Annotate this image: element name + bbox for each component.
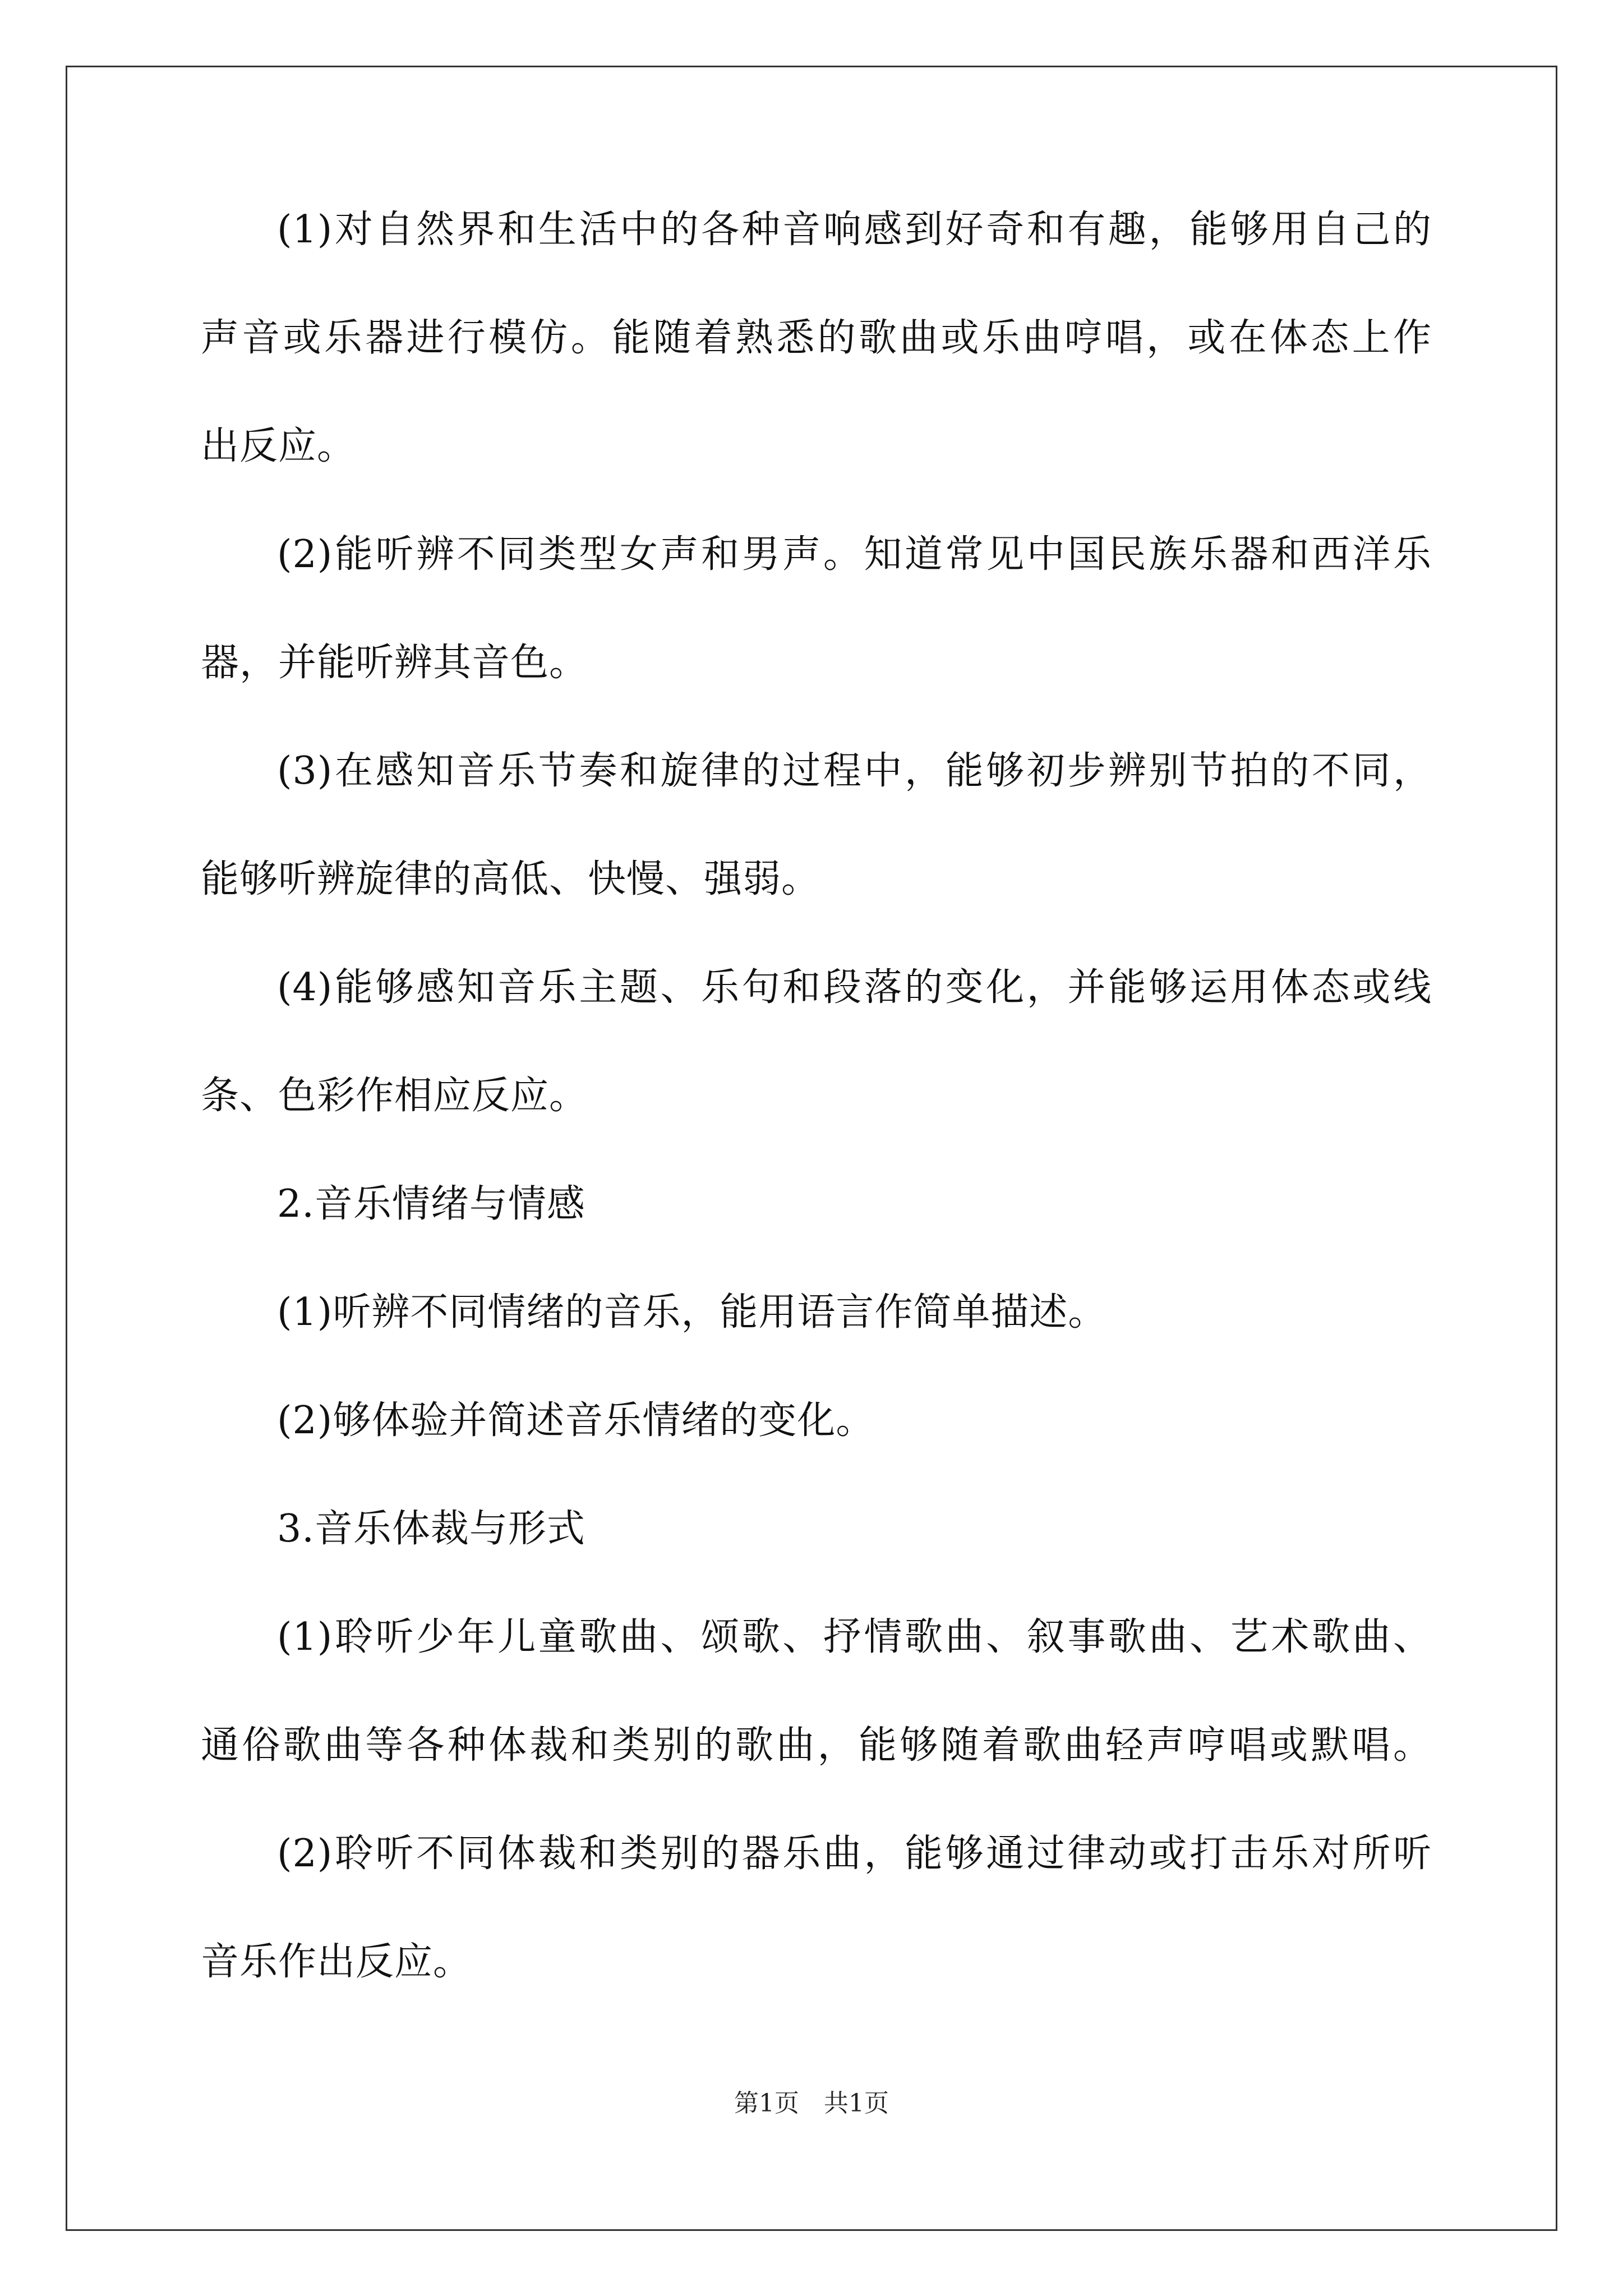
paragraph-line: (2)聆听不同体裁和类别的器乐曲，能够通过律动或打击乐对所听 — [277, 1832, 1432, 1876]
paragraph-line: (2)够体验并简述音乐情绪的变化。 — [277, 1398, 875, 1443]
section-heading: 3.音乐体裁与形式 — [277, 1507, 585, 1551]
paragraph-line: (1)对自然界和生活中的各种音响感到好奇和有趣，能够用自己的 — [277, 208, 1432, 252]
paragraph-line: 器，并能听辨其音色。 — [201, 641, 588, 685]
paragraph-line: (1)聆听少年儿童歌曲、颂歌、抒情歌曲、叙事歌曲、艺术歌曲、 — [277, 1615, 1432, 1659]
paragraph-line: (4)能够感知音乐主题、乐句和段落的变化，并能够运用体态或线 — [277, 965, 1432, 1010]
paragraph-line: 条、色彩作相应反应。 — [201, 1074, 588, 1118]
paragraph-line: (2)能听辨不同类型女声和男声。知道常见中国民族乐器和西洋乐 — [277, 532, 1432, 577]
paragraph-line: 声音或乐器进行模仿。能随着熟悉的歌曲或乐曲哼唱，或在体态上作 — [201, 316, 1432, 360]
page-footer: 第1页 共1页 — [734, 2089, 889, 2118]
paragraph-line: 出反应。 — [201, 424, 356, 468]
paragraph-line: 通俗歌曲等各种体裁和类别的歌曲，能够随着歌曲轻声哼唱或默唱。 — [201, 1723, 1432, 1768]
paragraph-line: 音乐作出反应。 — [201, 1940, 472, 1984]
paragraph-line: (3)在感知音乐节奏和旋律的过程中，能够初步辨别节拍的不同， — [277, 749, 1432, 793]
section-heading: 2.音乐情绪与情感 — [277, 1182, 585, 1226]
page-frame — [66, 66, 1557, 2231]
paragraph-line: 能够听辨旋律的高低、快慢、强弱。 — [201, 857, 820, 901]
paragraph-line: (1)听辨不同情绪的音乐，能用语言作简单描述。 — [277, 1290, 1107, 1335]
